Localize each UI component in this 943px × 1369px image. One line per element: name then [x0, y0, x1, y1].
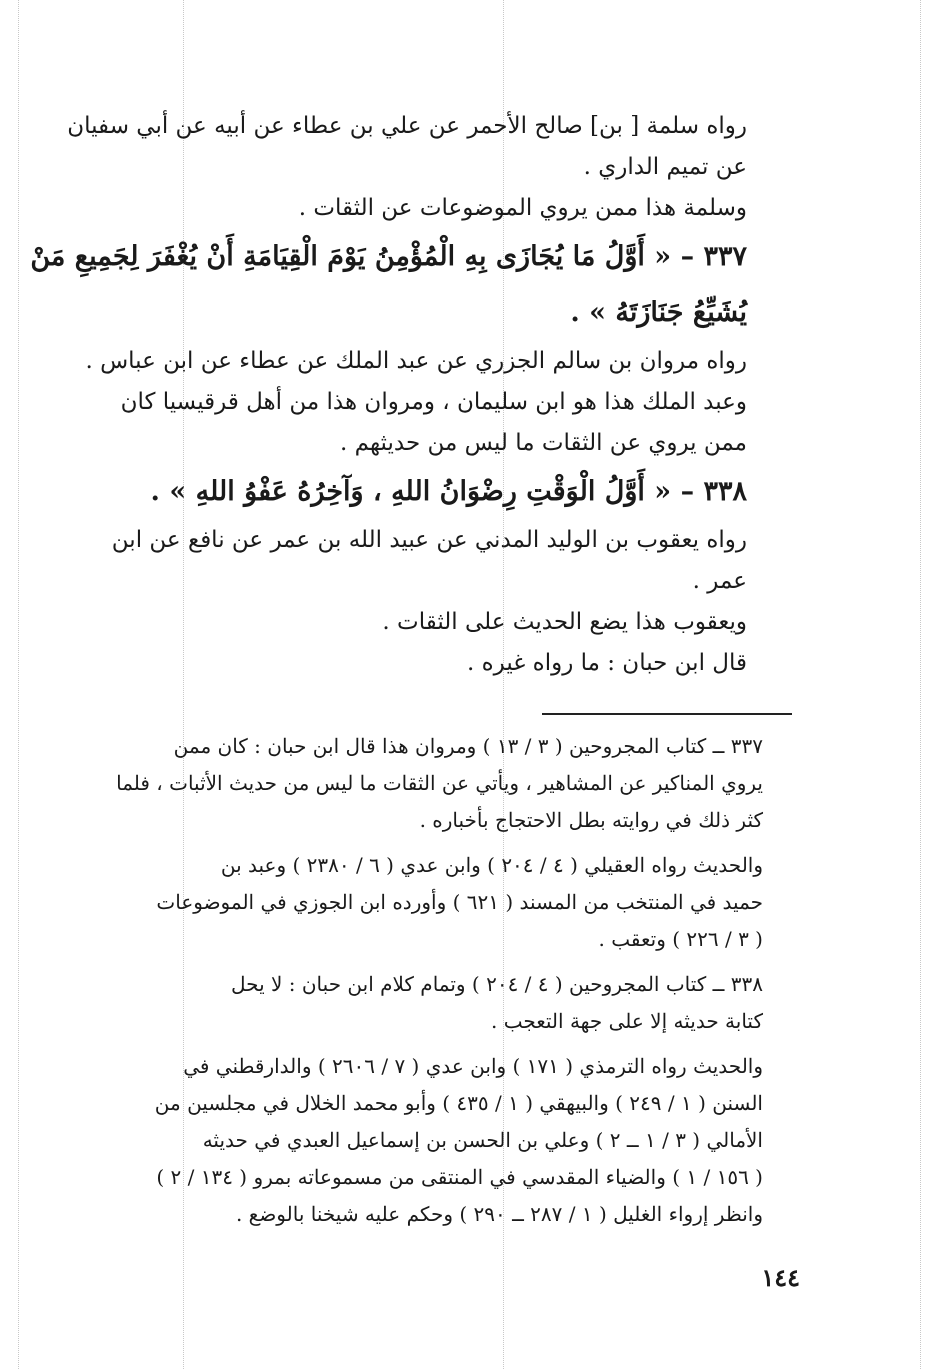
- footnote-line: ٣٣٧ ــ كتاب المجروحين ( ٣ / ١٣ ) ومروان هذا قال ابن حبان : كان ممن: [173, 734, 763, 758]
- text-line: ويعقوب هذا يضع الحديث على الثقات .: [382, 609, 747, 635]
- footnote-line: الأمالي ( ٣ / ١ ــ ٢ ) وعلي بن الحسن بن إسماعيل العبدي في حديثه: [202, 1128, 763, 1152]
- text-line: رواه سلمة [ بن] صالح الأحمر عن علي بن عطاء عن أبيه عن أبي سفيان: [67, 113, 747, 139]
- footnote-line: وانظر إرواء الغليل ( ١ / ٢٨٧ ــ ٢٩٠ ) وحكم عليه شيخنا بالوضع .: [235, 1202, 763, 1226]
- footnote-line: والحديث رواه العقيلي ( ٤ / ٢٠٤ ) وابن عدي ( ٦ / ٢٣٨٠ ) وعبد بن: [220, 853, 763, 877]
- footnotes: [116, 728, 763, 1241]
- footnote-337-sources: [120, 847, 763, 958]
- footnote-338-sources: [120, 1048, 763, 1233]
- footnote-line: ( ٣ / ٢٢٦ ) وتعقب .: [598, 927, 763, 951]
- hadith-338: ٣٣٨ – « أَوَّلُ الْوَقْتِ رِضْوَانُ اللهِ ، وَآخِرُهُ عَفْوُ اللهِ » .: [150, 476, 747, 507]
- hadith-337-line-2: يُشَيِّعُ جَنَازَتَهُ » .: [570, 297, 747, 328]
- text-line: قال ابن حبان : ما رواه غيره .: [467, 650, 747, 676]
- text-line: رواه يعقوب بن الوليد المدني عن عبيد الله بن عمر عن نافع عن ابن: [111, 527, 747, 553]
- footnote-line: كتابة حديثه إلا على جهة التعجب .: [490, 1009, 763, 1033]
- text-line: رواه مروان بن سالم الجزري عن عبد الملك عن عطاء عن ابن عباس .: [85, 348, 747, 374]
- text-line: ممن يروي عن الثقات ما ليس من حديثهم .: [340, 430, 747, 456]
- footnote-separator: [542, 713, 792, 715]
- footnote-line: يروي المناكير عن المشاهير ، ويأتي عن الثقات ما ليس من حديث الأثبات ، فلما: [116, 771, 763, 795]
- footnote-338: [120, 966, 763, 1040]
- page-number: ١٤٤: [761, 1263, 800, 1292]
- main-text: [30, 106, 747, 684]
- footnote-line: ( ١٥٦ / ١ ) والضياء المقدسي في المنتقى من مسموعاته بمرو ( ١٣٤ / ٢ ): [156, 1165, 763, 1189]
- hadith-337-line-1: ٣٣٧ – « أَوَّلُ مَا يُجَازَى بِهِ الْمُؤْمِنُ يَوْمَ الْقِيَامَةِ أَنْ يُغْفَرَ لِجَمِيعِ مَنْ: [30, 241, 747, 272]
- footnote-line: والحديث رواه الترمذي ( ١٧١ ) وابن عدي ( ٧ / ٢٦٠٦ ) والدارقطني في: [183, 1054, 763, 1078]
- text-line: عمر .: [692, 568, 747, 594]
- scan-guide-line: [18, 0, 19, 1369]
- scan-guide-line: [920, 0, 921, 1369]
- text-line: عن تميم الداري .: [583, 154, 747, 180]
- footnote-line: السنن ( ١ / ٢٤٩ ) والبيهقي ( ١ / ٤٣٥ ) وأبو محمد الخلال في مجلسين من: [154, 1091, 763, 1115]
- footnote-337: [116, 728, 763, 839]
- footnote-line: حميد في المنتخب من المسند ( ٦٢١ ) وأورده ابن الجوزي في الموضوعات: [156, 890, 763, 914]
- footnote-line: كثر ذلك في روايته بطل الاحتجاج بأخباره .: [419, 808, 763, 832]
- text-line: وسلمة هذا ممن يروي الموضوعات عن الثقات .: [298, 195, 747, 221]
- footnote-line: ٣٣٨ ــ كتاب المجروحين ( ٤ / ٢٠٤ ) وتمام كلام ابن حبان : لا يحل: [231, 972, 763, 996]
- text-line: وعبد الملك هذا هو ابن سليمان ، ومروان هذا من أهل قرقيسيا كان: [120, 389, 747, 415]
